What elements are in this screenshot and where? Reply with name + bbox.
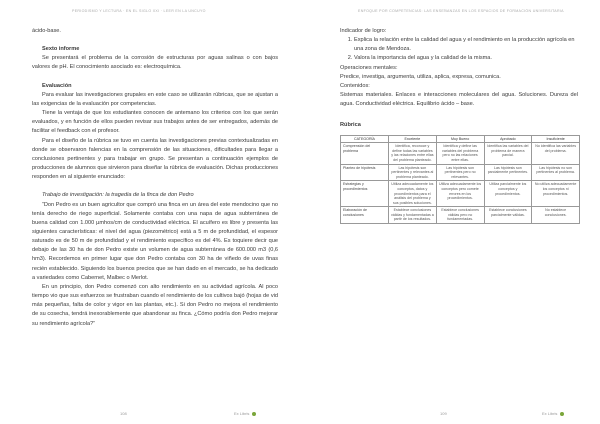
rubric-row: [341, 207, 580, 224]
rubric-header-cell: Aprobado: [484, 135, 532, 143]
rubric-header-cell: Excelente: [389, 135, 437, 143]
right-page: [300, 0, 600, 424]
contents-text: Sistemas materiales. Enlaces e interacciones moleculares del agua. Soluciones. Dureza del agua. Conductividad eléctrica. Equilibrio ácido – base.: [340, 92, 578, 108]
left-page-body: [32, 27, 278, 329]
heading-evaluacion: Evaluación: [42, 82, 72, 89]
rubric-cell: Las hipótesis son pertinentes y relevantes al problema planteado.: [389, 164, 437, 181]
paragraph-sexto: Se presentará el problema de la corrosión de estructuras por aguas salinas o con bajos valores de pH. El conocimiento asociado es: electroquímica.: [32, 55, 278, 71]
rubric-cell: Establece conclusiones válidas pero no fundamentadas.: [436, 207, 484, 224]
rubric-cell: No utiliza adecuadamente los conceptos ni procedimientos.: [532, 181, 580, 207]
opening-text: ácido-base.: [32, 28, 61, 34]
operations-title: Operaciones mentales:: [340, 64, 398, 71]
rubric-header-cell: Muy Bueno: [436, 135, 484, 143]
rubric-criterion: Planteo de hipótesis: [341, 164, 389, 181]
right-page-body: [340, 27, 578, 224]
publisher-mark-left: [234, 411, 256, 416]
indicator-item: 1. Explica la relación entre la calidad del agua y el rendimiento en la producción agrícola en una zona de Mendoza.: [354, 36, 578, 54]
rubric-header-row: [341, 135, 580, 143]
rubric-row: [341, 143, 580, 164]
rubric-cell: Establece conclusiones válidas y fundamentadas a partir de los resultados.: [389, 207, 437, 224]
rubric-cell: Utiliza parcialmente los conceptos y procedimientos.: [484, 181, 532, 207]
rubric-cell: Las hipótesis son pertinentes pero no relevantes.: [436, 164, 484, 181]
rubric-row: [341, 181, 580, 207]
paragraph-example-1: “Don Pedro es un buen agricultor que compró una finca en un área del este mendocino que no tenía derecho de riego superficial. Solamente contaba con una napa de agua subterránea de buena calidad con 1.000 µmhos/cm de conductividad eléctrica. El acuífero es libre y presenta las siguientes características: el nivel del agua (piezométrico) está a 5 m de profundidad, el espesor saturado es de 50 m de profundidad y el rendimiento específico es del 4%. Es toquiere decir que debajo de las 30 ha de don Pedro existe un volumen de agua subterránea de 600.000 m3 (0,6 hm3). Recordemos en primer lugar que don Pedro contaba con 30 ha de viñedo de uvas finas recién establecido. Siguiendo los buenos precios que se han dado en el mercado, se ha dedicado a variedades como Cabernet, Malbec o Merlot.: [32, 201, 278, 281]
publisher-logo-icon: [560, 412, 564, 416]
indicator-title: Indicador de logro:: [340, 28, 387, 34]
rubric-header-cell: Insuficiente: [532, 135, 580, 143]
rubric-title: Rúbrica: [340, 122, 361, 129]
paragraph-eval-2: Tiene la ventaja de que los estudiantes conocen de antemano los criterios con los que serán evaluados, y en función de ellos pueden revisar sus trabajos antes de ser entregados, además de facilitar el feedback con el profesor.: [32, 110, 278, 135]
rubric-cell: Establece conclusiones parcialmente válidas.: [484, 207, 532, 224]
paragraph-eval-1: Para evaluar las investigaciones grupales en este caso se utilizarán rúbricas, que se ajustan a las exigencias de la evaluación por competencias.: [32, 91, 278, 107]
operations-text: Predice, investiga, argumenta, utiliza, aplica, expresa, comunica.: [340, 73, 501, 80]
publisher-label: Ex Libris: [234, 411, 250, 416]
rubric-cell: Utiliza adecuadamente los conceptos, datos y procedimientos para el análisis del problema y sus posibles soluciones.: [389, 181, 437, 207]
rubric-table: [340, 135, 580, 225]
rubric-cell: Identifica y define las variables del problema pero no las relaciones entre ellas.: [436, 143, 484, 164]
page-number-left: 108: [120, 411, 127, 416]
rubric-cell: No identifica las variables del problema.: [532, 143, 580, 164]
running-head-right: ENFOQUE POR COMPETENCIAS: LAS ENSEÑANZAS EN LOS ESPACIOS DE FORMACIÓN UNIVERSITARIA: [358, 9, 564, 13]
page-number-right: 109: [440, 411, 447, 416]
rubric-row: [341, 164, 580, 181]
rubric-cell: Las hipótesis no son pertinentes al problema.: [532, 164, 580, 181]
rubric-cell: Identifica, reconoce y define todas las variables y las relaciones entre ellas del problema planteado.: [389, 143, 437, 164]
publisher-label: Ex Libris: [542, 411, 558, 416]
contents-title: Contenidos:: [340, 82, 370, 89]
rubric-cell: Las hipótesis son parcialmente pertinentes.: [484, 164, 532, 181]
publisher-logo-icon: [252, 412, 256, 416]
paragraph-eval-3: Para el diseño de la rúbrica se tuvo en cuenta las investigaciones previas contextualizadas en donde se observaron falencias en la comprensión de las situaciones, dificultades para llegar a conclusiones pertinentes y para trabajar en grupo. Se presentan a continuación ejemplos de producciones de alumnos que sirvieron para diseñar la rúbrica de evaluación. Dichas producciones responden en al siguiente enunciado:: [32, 137, 278, 181]
rubric-criterion: Elaboración de conclusiones: [341, 207, 389, 224]
indicator-item: 2. Valora la importancia del agua y la calidad de la misma.: [354, 54, 578, 63]
example-title: Trabajo de investigación: la tragedia de la finca de don Pedro: [42, 192, 194, 199]
rubric-cell: No establece conclusiones.: [532, 207, 580, 224]
rubric-cell: Utiliza adecuadamente los conceptos pero comete errores en los procedimientos.: [436, 181, 484, 207]
rubric-criterion: Estrategias y procedimientos: [341, 181, 389, 207]
indicator-list: [340, 36, 578, 63]
rubric-criterion: Comprensión del problema: [341, 143, 389, 164]
publisher-mark-right: [542, 411, 564, 416]
rubric-header-cell: CATEGORÍA: [341, 135, 389, 143]
rubric-cell: Identifica las variables del problema de manera parcial.: [484, 143, 532, 164]
paragraph-example-2: En un principio, don Pedro comenzó con alto rendimiento en su actividad agrícola. Al poco tiempo vio que sus esfuerzos se frustraban cuando el rendimiento de los cultivos bajó (hojas de vid más pequeñas, falta de color y vigor en las plantas, etc.). Si don Pedro no mejora el rendimiento de su cosecha, tendrá inexorablemente que abandonar su finca. ¿Cómo podría don Pedro mejorar su rendimiento agrícola?”: [32, 283, 278, 327]
heading-sexto-informe: Sexto informe: [42, 46, 80, 53]
running-head-left: PERIODISMO Y LECTURA · EN EL SIGLO XXI · LEER EN LA UNCUYO: [72, 9, 206, 13]
